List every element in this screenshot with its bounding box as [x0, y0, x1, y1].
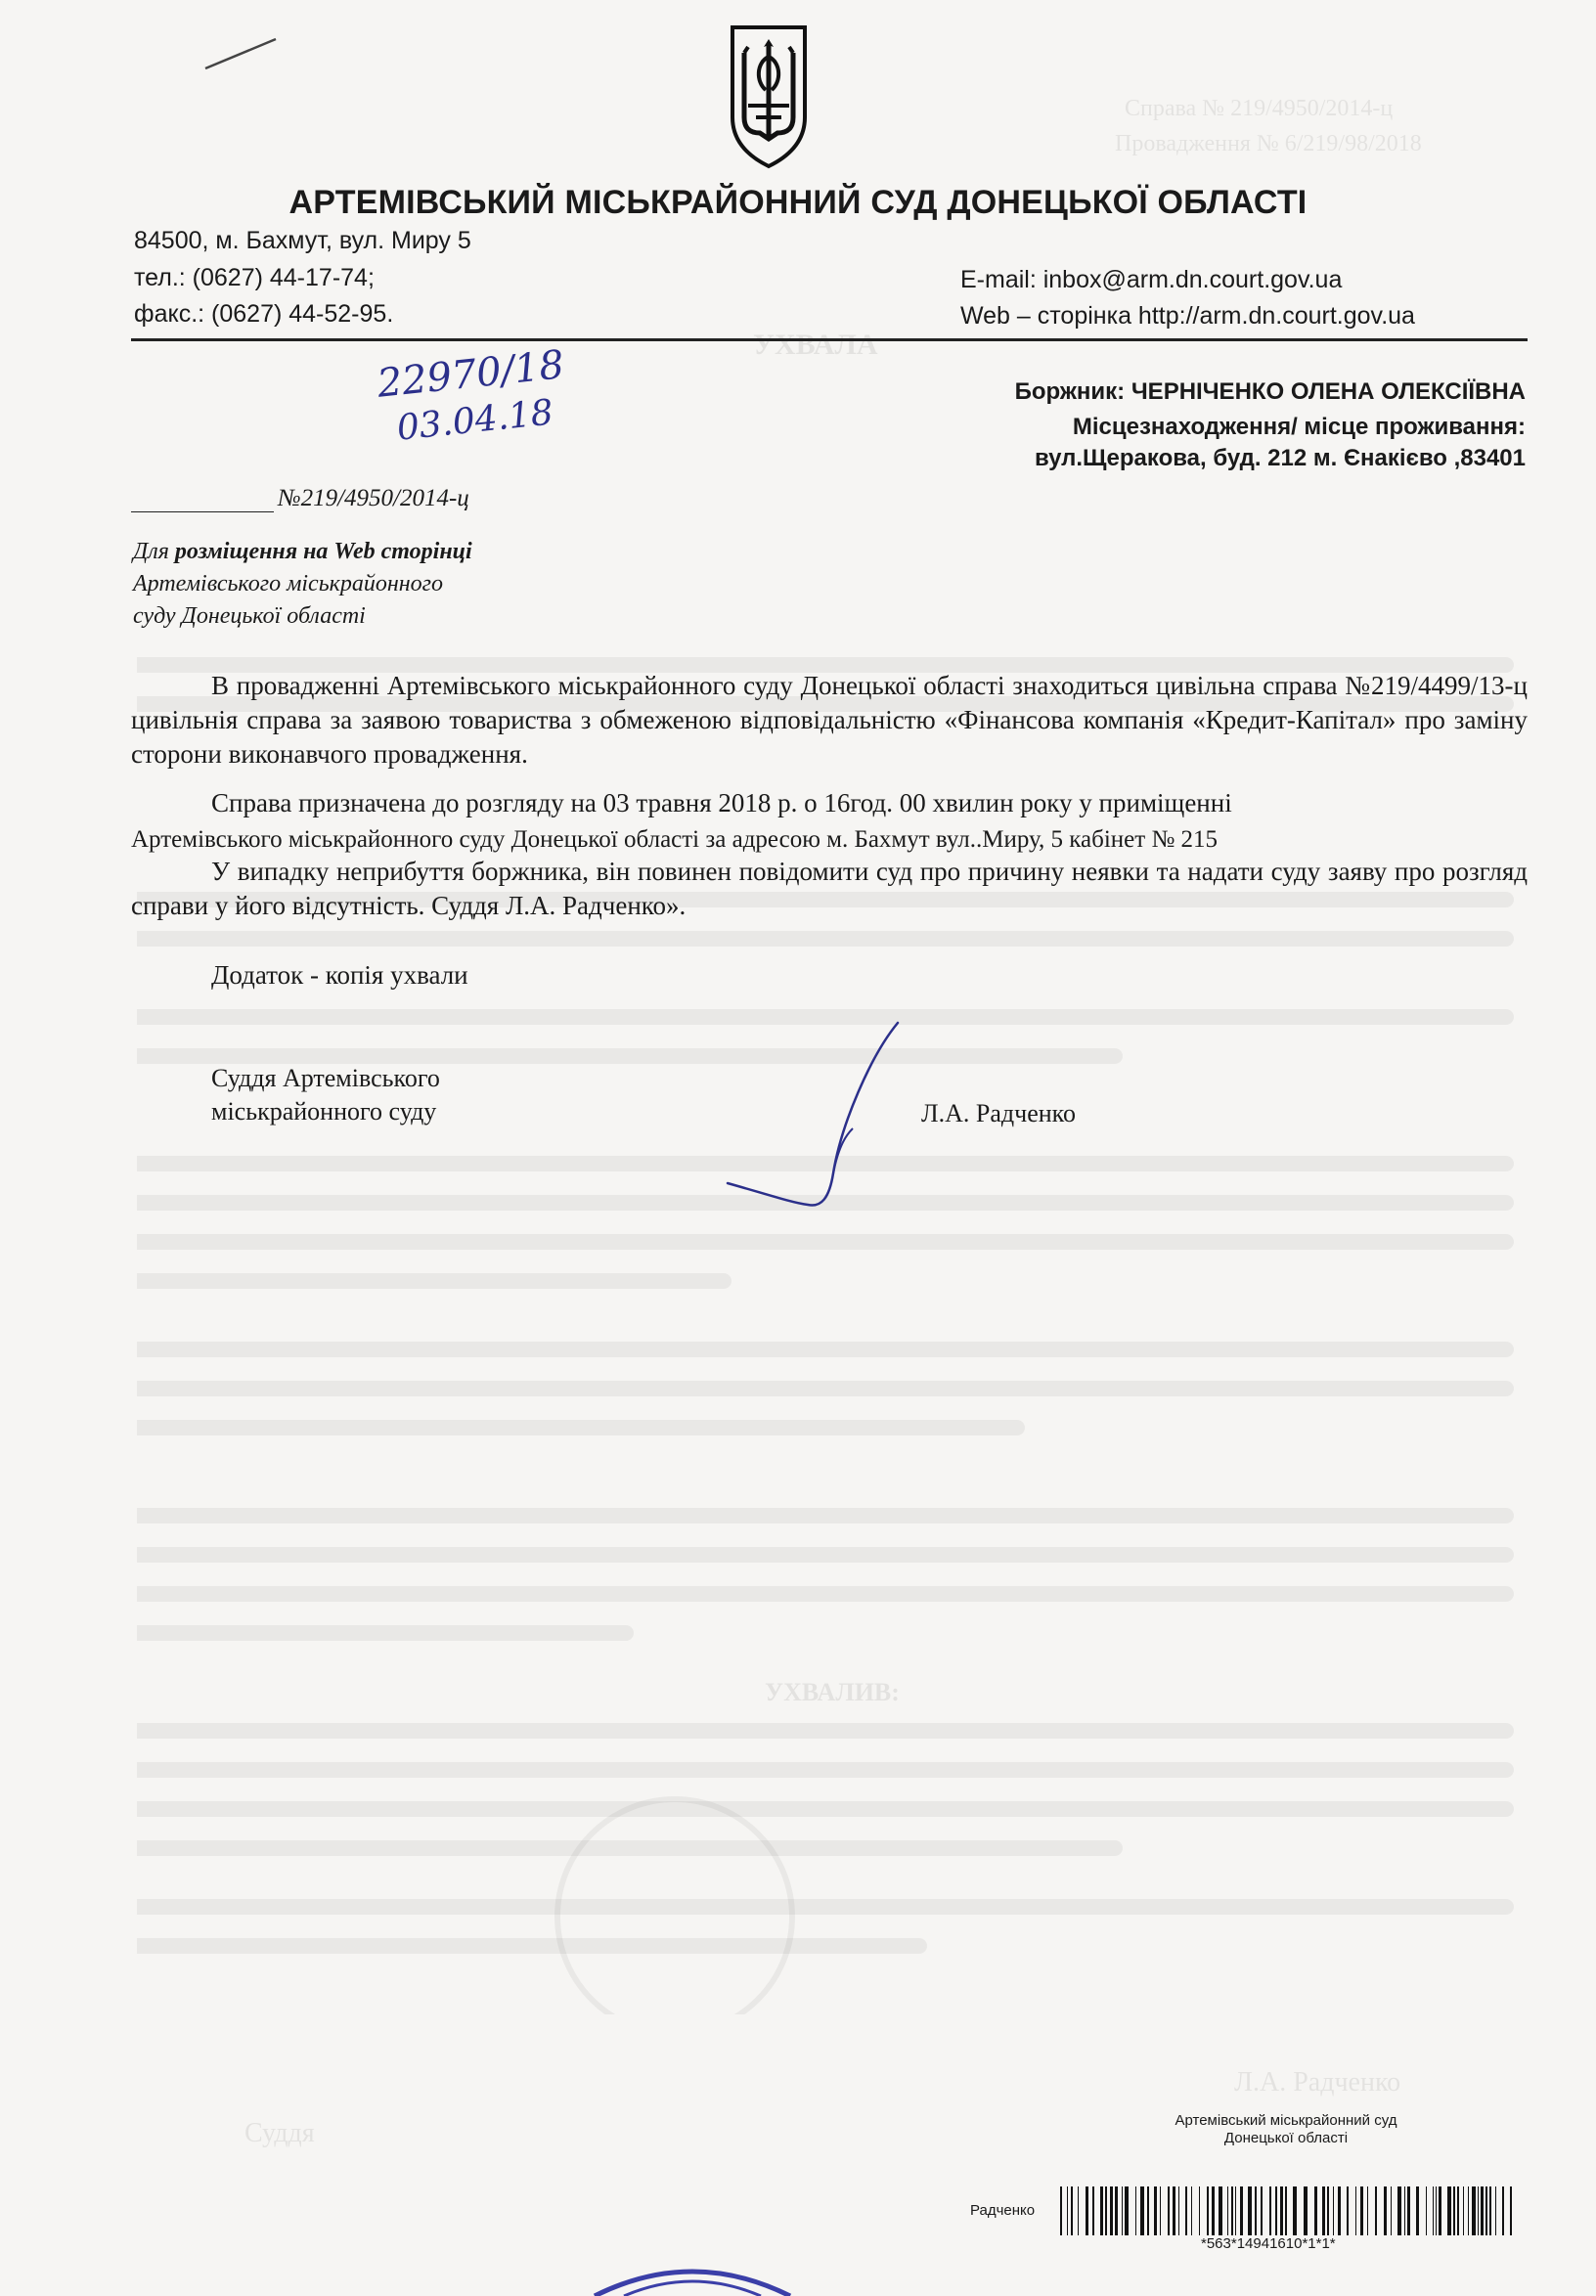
- barcode-bar: [1447, 2186, 1451, 2235]
- stamp-partial: [585, 2257, 800, 2296]
- barcode-bar: [1212, 2186, 1215, 2235]
- barcode-bar: [1280, 2186, 1283, 2235]
- barcode-bar: [1100, 2186, 1103, 2235]
- signature-title-line2: міськрайонного суду: [211, 1097, 437, 1126]
- barcode-bar: [1154, 2186, 1157, 2235]
- court-phone: тел.: (0627) 44-17-74;: [134, 264, 375, 291]
- web-note-line3: суду Донецької області: [133, 603, 366, 629]
- barcode-bar: [1384, 2186, 1387, 2235]
- barcode-bar: [1125, 2186, 1129, 2235]
- barcode-bar: [1355, 2186, 1356, 2235]
- barcode-bar: [1231, 2186, 1233, 2235]
- barcode-bar: [1168, 2186, 1170, 2235]
- barcode-bar: [1502, 2186, 1504, 2235]
- barcode-bar: [1285, 2186, 1287, 2235]
- barcode-bar: [1199, 2186, 1200, 2235]
- hearing-date-line: Справа призначена до розгляду на 03 травня 2018 р. о 16год. 00 хвилин року у приміщенні: [211, 788, 1232, 817]
- barcode-bar: [1472, 2186, 1476, 2235]
- barcode-number: *563*14941610*1*1*: [1201, 2235, 1336, 2252]
- ghost-ruling-heading: УХВАЛА: [753, 329, 878, 361]
- barcode-bar: [1240, 2186, 1243, 2235]
- web-note-line2: Артемівського міськрайонного: [133, 571, 444, 596]
- barcode-bar: [1255, 2186, 1257, 2235]
- barcode-bar: [1468, 2186, 1469, 2235]
- barcode-bar: [1227, 2186, 1228, 2235]
- coat-of-arms-emblem: [727, 23, 811, 170]
- barcode-bar: [1078, 2186, 1079, 2235]
- barcode-bar: [1510, 2186, 1512, 2235]
- debtor-location-label: Місцезнаходження/ місце проживання:: [1072, 414, 1526, 440]
- barcode-bar: [1485, 2186, 1487, 2235]
- ghost-judge-name: Л.А. Радченко: [1234, 2067, 1401, 2097]
- header-divider: [131, 338, 1528, 341]
- barcode-bar: [1219, 2186, 1222, 2235]
- barcode-bar: [1110, 2186, 1113, 2235]
- barcode-bar: [1269, 2186, 1271, 2235]
- barcode-bar: [1248, 2186, 1252, 2235]
- barcode-bar: [1178, 2186, 1179, 2235]
- attachment-note: Додаток - копія ухвали: [211, 960, 468, 990]
- barcode-bar: [1293, 2186, 1297, 2235]
- barcode-bar: [1489, 2186, 1491, 2235]
- barcode-bar: [1478, 2186, 1479, 2235]
- case-registration-number: [131, 485, 469, 512]
- body-paragraph-2: [131, 786, 1528, 857]
- court-address: 84500, м. Бахмут, вул. Миру 5: [134, 227, 471, 254]
- web-placement-note: [133, 536, 472, 633]
- barcode-bar: [1122, 2186, 1123, 2235]
- barcode-bar: [1275, 2186, 1277, 2235]
- barcode-bar: [1173, 2186, 1175, 2235]
- barcode-bar: [1338, 2186, 1341, 2235]
- scan-mark-top-left: [201, 35, 280, 74]
- barcode-bar: [1086, 2186, 1088, 2235]
- barcode-bar: [1135, 2186, 1136, 2235]
- barcode-bar: [1397, 2186, 1401, 2235]
- debtor-address: вул.Щеракова, буд. 212 м. Єнакієво ,83401: [1034, 445, 1526, 471]
- barcode-bar: [1060, 2186, 1062, 2235]
- court-fax: факс.: (0627) 44-52-95.: [134, 300, 394, 328]
- barcode-bar: [1439, 2186, 1441, 2235]
- barcode-bar: [1367, 2186, 1368, 2235]
- barcode-bar: [1457, 2186, 1459, 2235]
- barcode-bar: [1416, 2186, 1419, 2235]
- barcode-bar: [1322, 2186, 1325, 2235]
- barcode-bar: [1071, 2186, 1073, 2235]
- barcode-bar: [1433, 2186, 1434, 2235]
- barcode-bar: [1495, 2186, 1496, 2235]
- court-email: E-mail: inbox@arm.dn.court.gov.ua: [960, 266, 1343, 293]
- blank-line: [131, 488, 274, 512]
- ghost-ruled-heading: УХВАЛИВ:: [765, 1678, 900, 1706]
- barcode-bar: [1207, 2186, 1209, 2235]
- barcode-bar: [1453, 2186, 1455, 2235]
- barcode-bar: [1481, 2186, 1484, 2235]
- handwritten-outgoing-number: 22970/18: [375, 342, 566, 407]
- barcode-bar: [1436, 2186, 1437, 2235]
- ghost-case-number: Справа № 219/4950/2014-ц: [1125, 96, 1394, 121]
- barcode-bar: [1407, 2186, 1410, 2235]
- barcode-bar: [1360, 2186, 1363, 2235]
- barcode-bar: [1375, 2186, 1377, 2235]
- barcode-bar: [1304, 2186, 1308, 2235]
- handwritten-signature: [724, 1017, 909, 1222]
- barcode-bar: [1426, 2186, 1427, 2235]
- barcode-bar: [1404, 2186, 1405, 2235]
- barcode-bar: [1347, 2186, 1349, 2235]
- footer-court-name: Артемівський міськрайонний суд Донецької області: [1175, 2112, 1397, 2146]
- signature-judge-name: Л.А. Радченко: [921, 1099, 1076, 1127]
- barcode-bar: [1463, 2186, 1464, 2235]
- barcode-bar: [1115, 2186, 1118, 2235]
- handwritten-date: 03.04.18: [394, 392, 555, 449]
- barcode-bar: [1105, 2186, 1107, 2235]
- barcode-bar: [1314, 2186, 1317, 2235]
- ghost-judge-label: Суддя: [244, 2118, 315, 2148]
- court-website: Web – сторінка http://arm.dn.court.gov.ua: [960, 302, 1415, 330]
- barcode-bar: [1092, 2186, 1094, 2235]
- barcode-bar: [1140, 2186, 1144, 2235]
- web-note-line1: Для розміщення на Web сторінці: [133, 539, 472, 564]
- barcode-bar: [1160, 2186, 1161, 2235]
- barcode-bar: [1067, 2186, 1068, 2235]
- barcode-bar: [1261, 2186, 1263, 2235]
- court-name-heading: АРТЕМІВСЬКИЙ МІСЬКРАЙОННИЙ СУД ДОНЕЦЬКОЇ ОБЛАСТІ: [288, 184, 1308, 221]
- barcode: [1056, 2186, 1524, 2235]
- signature-title-line1: Суддя Артемівського: [211, 1064, 440, 1092]
- ghost-proceeding-number: Провадження № 6/219/98/2018: [1115, 131, 1422, 156]
- debtor-name: Боржник: ЧЕРНІЧЕНКО ОЛЕНА ОЛЕКСІЇВНА: [1014, 378, 1526, 405]
- barcode-bar: [1147, 2186, 1149, 2235]
- body-paragraph-3: У випадку неприбуття боржника, він повинен повідомити суд про причину неявки та надати суду заяву про розгляд справи у його відсутність. Суддя Л.А. Радченко».: [131, 857, 1528, 920]
- barcode-bar: [1191, 2186, 1192, 2235]
- barcode-bar: [1333, 2186, 1334, 2235]
- barcode-bar: [1185, 2186, 1187, 2235]
- barcode-bar: [1327, 2186, 1329, 2235]
- barcode-bar: [1391, 2186, 1392, 2235]
- footer-judge-name: Радченко: [970, 2202, 1036, 2219]
- signature-title: [211, 1062, 440, 1128]
- hearing-location-line: Артемівського міськрайонного суду Донецької області за адресою м. Бахмут вул..Миру, 5 кабінет № 215: [131, 826, 1219, 853]
- body-paragraph-1: В провадженні Артемівського міськрайонного суду Донецької області знаходиться цивільна справа №219/4499/13-ц цивільнія справа за заявою товариства з обмеженою відповідальністю «Фінансова компанія «Кредит-Капітал» про заміну сторони виконавчого провадження.: [131, 671, 1528, 769]
- barcode-bar: [1235, 2186, 1236, 2235]
- reg-number-text: №219/4950/2014-ц: [278, 485, 469, 511]
